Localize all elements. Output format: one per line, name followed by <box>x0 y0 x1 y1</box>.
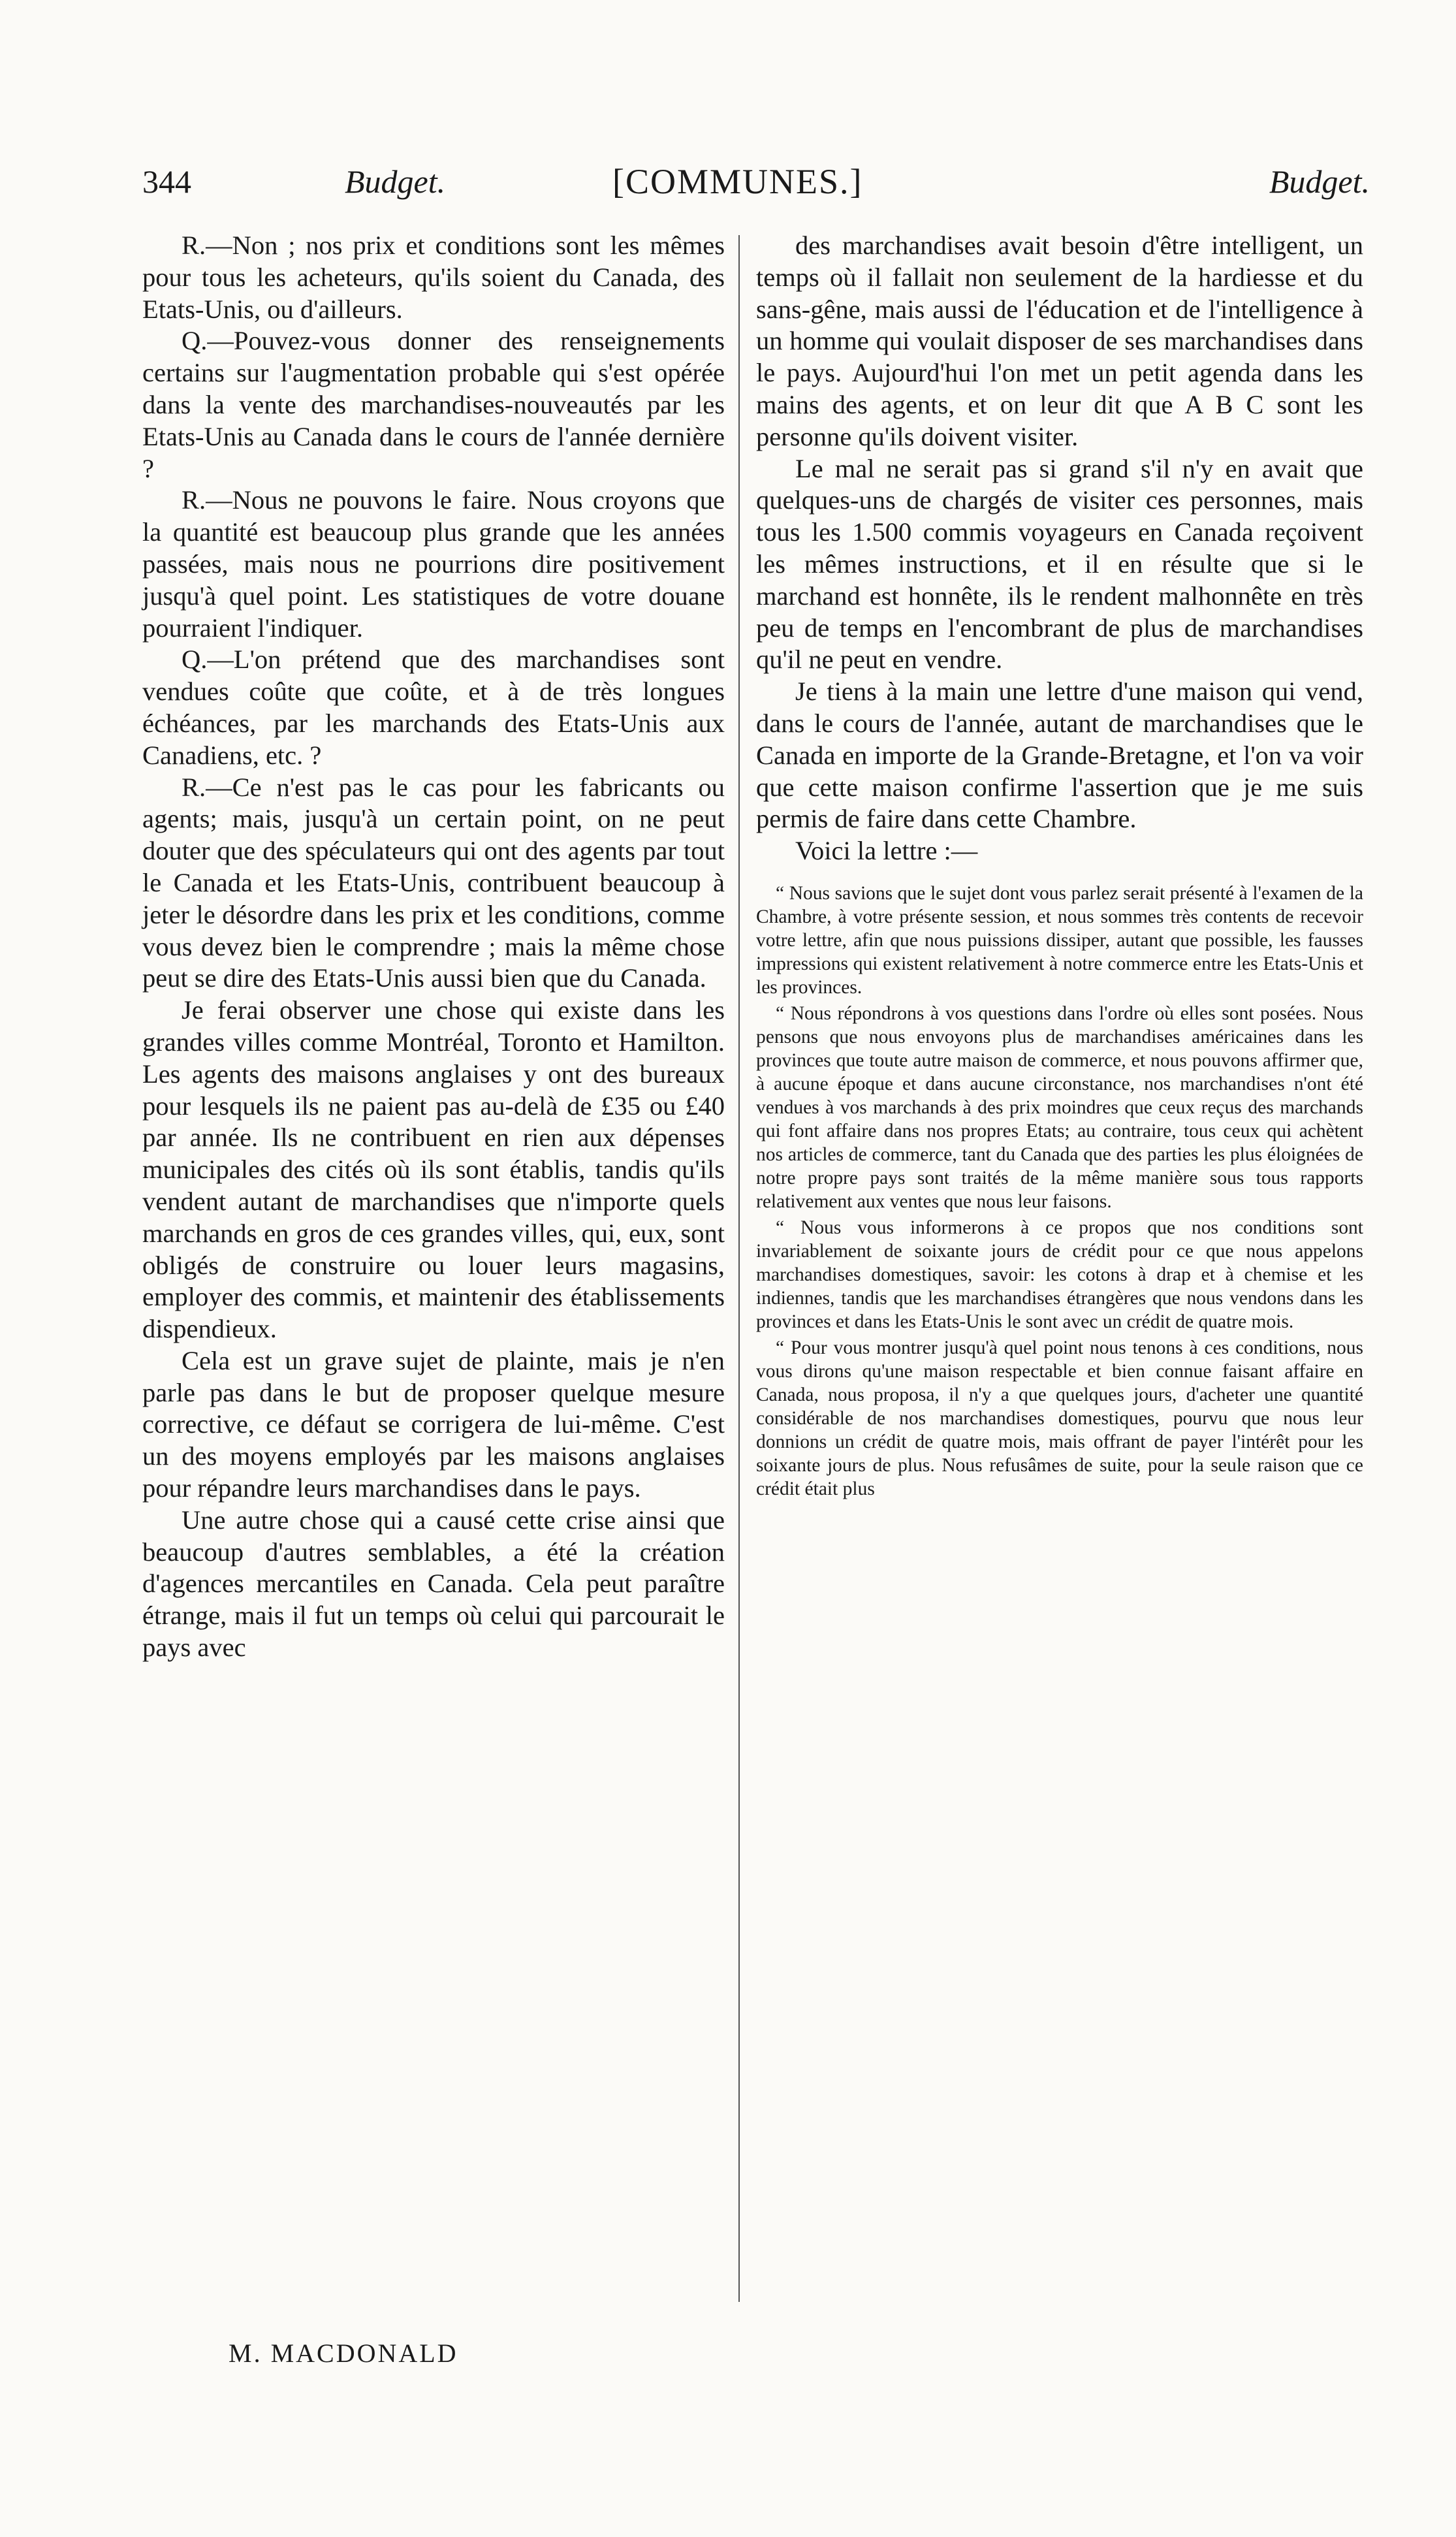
running-head-right: Budget. <box>1269 163 1370 200</box>
paragraph: Je ferai observer une chose qui existe dans les grandes villes comme Montréal, Toronto et Hamilton. Les agents des maisons anglaises y ont des bureaux pour lesquels ils ne paient pas au-delà de £35 ou £40 par année. Ils ne contribuent en rien aux dépenses municipales des cités où ils sont établis, tandis qu'ils vendent autant de marchandises que n'importe quels marchands en gros de ces grandes villes, qui, eux, sont obligés de construire ou louer leurs magasins, employer des commis, et maintenir des établissements dispendieux. <box>142 995 725 1344</box>
paragraph: R.—Nous ne pouvons le faire. Nous croyons que la quantité est beaucoup plus grande que les années passées, mais nous ne pourrions dire positivement jusqu'à quel point. Les statistiques de votre douane pourraient l'indiquer. <box>142 485 725 643</box>
paragraph: Q.—L'on prétend que des marchandises sont vendues coûte que coûte, et à de très longues échéances, par les marchands des Etats-Unis aux Canadiens, etc. ? <box>142 645 725 770</box>
paragraph: Une autre chose qui a causé cette crise ainsi que beaucoup d'autres semblables, a été la création d'agences mercantiles en Canada. Cela peut paraître étrange, mais il fut un temps où celui qui parcourait le pays avec <box>142 1505 725 1663</box>
paragraph: R.—Non ; nos prix et conditions sont les mêmes pour tous les acheteurs, qu'ils soient du Canada, des Etats-Unis, ou d'ailleurs. <box>142 231 725 324</box>
running-head-left: Budget. <box>345 163 446 200</box>
quoted-letter-paragraph: “ Nous répondrons à vos questions dans l'ordre où elles sont posées. Nous pensons que nous envoyons plus de marchandises américaines dans les provinces que toute autre maison de commerce, et nous pouvons affirmer que, à aucune époque et dans aucune circonstance, nos marchandises n'ont été vendues à vos marchands à des prix moindres que ceux reçus des marchands qui font affaire dans nos propres Etats; au contraire, tous ceux qui achètent nos articles de commerce, tant du Canada que des parties les plus éloignées de notre propre pays sont traités de la même manière sous tous rapports relativement aux ventes que nous leur faisons. <box>756 1002 1363 1212</box>
right-column <box>756 230 1363 1501</box>
paragraph: des marchandises avait besoin d'être intelligent, un temps où il fallait non seulement de la hardiesse et du sans-gêne, mais aussi de l'éducation et de l'intelligence à un homme qui voulait disposer de ses marchandises dans le pays. Aujourd'hui l'on met un petit agenda dans les mains des agents, et on leur dit que A B C sont les personne qu'ils doivent visiter. <box>756 231 1363 451</box>
quoted-letter-paragraph: “ Nous vous informerons à ce propos que nos conditions sont invariablement de soixante jours de crédit pour ce que nous appelons marchandises domestiques, savoir: les cotons à drap et à chemise et les indiennes, tandis que les marchandises étrangères que nous vendons dans les provinces et dans les Etats-Unis le sont avec un crédit de quatre mois. <box>756 1217 1363 1332</box>
speaker-footer: M. MACDONALD <box>229 2338 458 2368</box>
left-column <box>142 230 725 1664</box>
column-divider <box>738 235 740 2302</box>
paragraph: Cela est un grave sujet de plainte, mais je n'en parle pas dans le but de proposer quelque mesure corrective, ce défaut se corrigera de lui-même. C'est un des moyens employés par les maisons anglaises pour répandre leurs marchandises dans le pays. <box>142 1345 725 1503</box>
page-number: 344 <box>142 163 191 200</box>
paragraph: Voici la lettre :— <box>795 836 978 866</box>
paragraph: Je tiens à la main une lettre d'une maison qui vend, dans le cours de l'année, autant de marchandises que le Canada en importe de la Grande-Bretagne, et l'on va voir que cette maison confirme l'assertion que je me suis permis de faire dans cette Chambre. <box>756 677 1363 834</box>
page-header <box>142 155 1370 208</box>
quoted-letter-paragraph: “ Nous savions que le sujet dont vous parlez serait présenté à l'examen de la Chambre, à votre présente session, et nous sommes très contents de recevoir votre lettre, afin que nous puissions dissiper, autant que possible, les fausses impressions qui existent relativement à notre commerce entre les Etats-Unis et les provinces. <box>756 882 1363 998</box>
paragraph: Le mal ne serait pas si grand s'il n'y en avait que quelques-uns de chargés de visiter ces personnes, mais tous les 1.500 commis voyageurs en Canada reçoivent les mêmes instructions, et il en résulte que si le marchand est honnête, ils le rendent malhonnête en très peu de temps en l'encombrant de plus de marchandises qu'il ne peut en vendre. <box>756 453 1363 675</box>
quoted-letter-paragraph: “ Pour vous montrer jusqu'à quel point nous tenons à ces conditions, nous vous dirons qu'une maison respectable et bien connue faisant affaire en Canada, nous proposa, il n'y a que quelques jours, d'acheter une quantité considérable de nos marchandises domestiques, pourvu que nous leur donnions un crédit de quatre mois, mais offrant de payer l'intérêt pour les soixante jours de plus. Nous refusâmes de suite, pour la seule raison que ce crédit était plus <box>756 1337 1363 1499</box>
paragraph: Q.—Pouvez-vous donner des renseignements certains sur l'augmentation probable qui s'est opérée dans la vente des marchandises-nouveautés par les Etats-Unis au Canada dans le cours de l'année dernière ? <box>142 326 725 483</box>
paragraph: R.—Ce n'est pas le cas pour les fabricants ou agents; mais, jusqu'à un certain point, on ne peut douter que des spéculateurs qui ont des agents par tout le Canada et les Etats-Unis, contribuent beaucoup à jeter le désordre dans les prix et les conditions, comme vous devez bien le comprendre ; mais la même chose peut se dire des Etats-Unis aussi bien que du Canada. <box>142 772 725 993</box>
running-head-center: [COMMUNES.] <box>612 162 863 201</box>
